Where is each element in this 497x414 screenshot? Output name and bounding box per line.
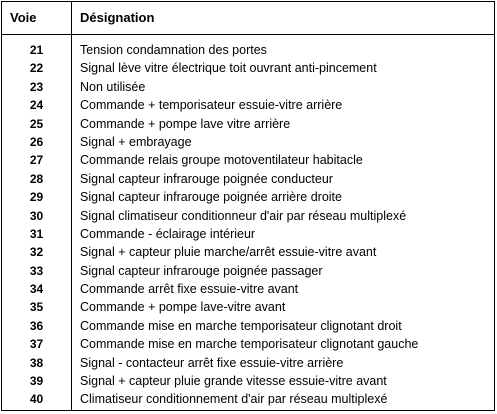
pin-designation: Commande + temporisateur essuie-vitre arrière	[80, 98, 343, 113]
pin-designation: Signal lève vitre électrique toit ouvrant anti-pincement	[80, 61, 377, 76]
table-row	[2, 188, 494, 206]
pin-number: 32	[29, 245, 44, 260]
table-row	[2, 207, 494, 225]
table-row	[2, 133, 494, 151]
pin-designation: Signal climatiseur conditionneur d'air par réseau multiplexé	[80, 208, 407, 223]
pin-designation: Commande mise en marche temporisateur clignotant droit	[80, 318, 402, 333]
pin-designation: Signal capteur infrarouge poignée arrière droite	[80, 190, 342, 205]
pin-table	[1, 1, 495, 411]
table-row	[2, 317, 494, 335]
pin-designation: Commande - éclairage intérieur	[80, 226, 256, 241]
header-designation: Désignation	[80, 10, 155, 25]
pin-number: 25	[29, 116, 44, 131]
pin-number: 36	[29, 318, 44, 333]
table-row	[2, 59, 494, 77]
pin-designation: Climatiseur conditionnement d'air par réseau multiplexé	[80, 392, 388, 407]
pin-designation: Signal + capteur pluie grande vitesse essuie-vitre avant	[80, 374, 387, 389]
pin-number: 35	[29, 300, 44, 315]
table-row	[2, 41, 494, 59]
table-row	[2, 225, 494, 243]
pin-designation: Signal capteur infrarouge poignée passager	[80, 263, 323, 278]
pin-number: 27	[29, 153, 44, 168]
pin-designation: Commande arrêt fixe essuie-vitre avant	[80, 282, 299, 297]
pin-number: 29	[29, 190, 44, 205]
pin-designation: Non utilisée	[80, 79, 146, 94]
pin-number: 34	[29, 282, 44, 297]
pin-number: 23	[29, 79, 44, 94]
table-body	[2, 41, 494, 409]
pin-number: 37	[29, 337, 44, 352]
table-row	[2, 354, 494, 372]
pin-number: 21	[29, 43, 44, 57]
pin-designation: Commande + pompe lave vitre arrière	[80, 116, 291, 131]
table-row	[2, 151, 494, 169]
pin-number: 22	[29, 61, 44, 76]
pin-number: 33	[29, 263, 44, 278]
table-row	[2, 115, 494, 133]
pin-designation: Commande relais groupe motoventilateur habitacle	[80, 153, 363, 168]
table-row	[2, 78, 494, 96]
table-row	[2, 96, 494, 114]
header-voie: Voie	[10, 10, 37, 25]
pin-number: 38	[29, 355, 44, 370]
pin-designation: Signal capteur infrarouge poignée conducteur	[80, 171, 333, 186]
table-row	[2, 262, 494, 280]
table-row	[2, 243, 494, 261]
table-header	[2, 2, 494, 35]
table-row	[2, 170, 494, 188]
pin-designation: Signal + embrayage	[80, 134, 192, 149]
pin-number: 30	[29, 208, 44, 223]
pin-designation: Signal + capteur pluie marche/arrêt essuie-vitre avant	[80, 245, 377, 260]
pin-number: 26	[29, 134, 44, 149]
pin-number: 31	[29, 226, 44, 241]
pin-designation: Tension condamnation des portes	[80, 43, 267, 57]
table-row	[2, 372, 494, 390]
table-row	[2, 335, 494, 353]
pin-designation: Signal - contacteur arrêt fixe essuie-vitre arrière	[80, 355, 344, 370]
table-row	[2, 298, 494, 316]
table-row	[2, 280, 494, 298]
pin-number: 28	[29, 171, 44, 186]
table-row	[2, 390, 494, 408]
pin-number: 24	[29, 98, 44, 113]
pin-designation: Commande mise en marche temporisateur clignotant gauche	[80, 337, 419, 352]
pin-designation: Commande + pompe lave-vitre avant	[80, 300, 286, 315]
pin-number: 40	[29, 392, 44, 407]
pin-number: 39	[29, 374, 44, 389]
